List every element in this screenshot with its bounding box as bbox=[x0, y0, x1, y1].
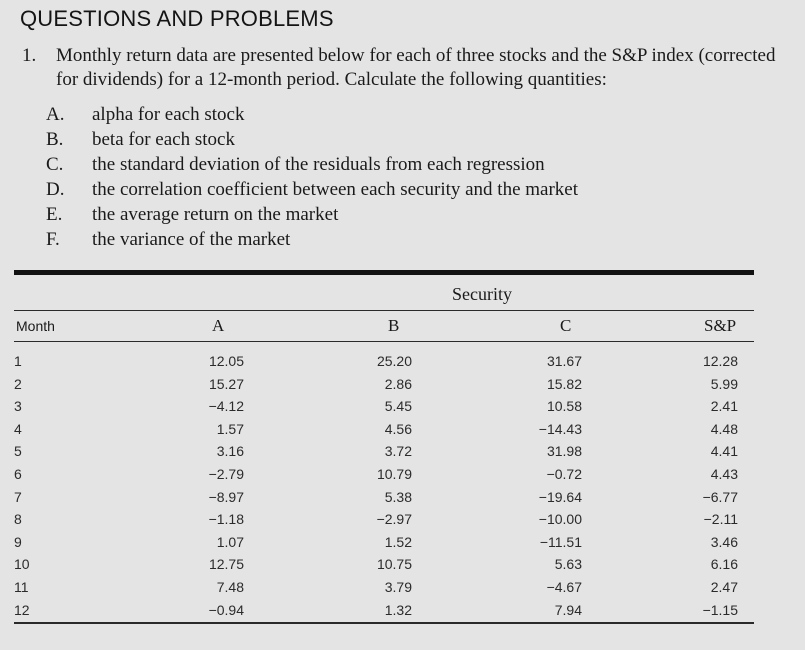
cell-sp: 4.48 bbox=[710, 421, 738, 437]
cell-c: −4.67 bbox=[546, 579, 582, 595]
cell-b: 5.38 bbox=[384, 489, 412, 505]
task-letter: B. bbox=[46, 129, 64, 150]
cell-a: 1.57 bbox=[216, 421, 244, 437]
cell-b: 10.79 bbox=[376, 466, 412, 482]
column-header-c: C bbox=[560, 316, 572, 335]
cell-sp: 2.47 bbox=[710, 579, 738, 595]
cell-a: −1.18 bbox=[208, 511, 244, 527]
task-item bbox=[46, 177, 578, 202]
cell-b: 2.86 bbox=[384, 376, 412, 392]
month-cell: 8 bbox=[14, 511, 22, 527]
month-cell: 10 bbox=[14, 556, 30, 572]
task-letter: A. bbox=[46, 104, 65, 125]
cell-b: 3.72 bbox=[384, 443, 412, 459]
task-item bbox=[46, 202, 578, 227]
table-top-rule bbox=[14, 270, 754, 275]
month-cell: 12 bbox=[14, 602, 30, 618]
cell-a: −4.12 bbox=[208, 398, 244, 414]
month-cell: 1 bbox=[14, 353, 22, 369]
cell-sp: 6.16 bbox=[710, 556, 738, 572]
task-text: beta for each stock bbox=[92, 129, 235, 150]
cell-c: −11.51 bbox=[539, 534, 582, 550]
task-item bbox=[46, 152, 578, 177]
cell-a: 12.75 bbox=[208, 556, 244, 572]
cell-c: 31.98 bbox=[546, 443, 582, 459]
cell-b: 3.79 bbox=[384, 579, 412, 595]
task-text: the correlation coefficient between each security and the market bbox=[92, 179, 579, 200]
task-text: the standard deviation of the residuals from each regression bbox=[92, 154, 545, 175]
cell-a: −8.97 bbox=[208, 489, 244, 505]
cell-a: −0.94 bbox=[208, 602, 244, 618]
month-cell: 7 bbox=[14, 489, 22, 505]
cell-sp: 2.41 bbox=[710, 398, 738, 414]
month-cell: 5 bbox=[14, 443, 22, 459]
month-cell: 4 bbox=[14, 421, 22, 437]
cell-b: 5.45 bbox=[384, 398, 412, 414]
cell-sp: 4.41 bbox=[710, 443, 738, 459]
security-group-header: Security bbox=[452, 284, 512, 304]
month-cell: 3 bbox=[14, 398, 22, 414]
month-cell: 9 bbox=[14, 534, 22, 550]
cell-c: −14.43 bbox=[538, 421, 582, 437]
problem-number: 1. bbox=[22, 45, 37, 66]
column-header-sp: S&P bbox=[704, 316, 737, 335]
cell-sp: 4.43 bbox=[710, 466, 738, 482]
cell-sp: −6.77 bbox=[702, 489, 738, 505]
cell-sp: −2.11 bbox=[703, 511, 738, 527]
task-item bbox=[46, 102, 578, 127]
task-text: the variance of the market bbox=[92, 229, 291, 250]
task-list bbox=[46, 102, 578, 252]
cell-a: 7.48 bbox=[216, 579, 244, 595]
cell-c: −19.64 bbox=[538, 489, 582, 505]
table-bottom-rule bbox=[14, 622, 754, 624]
task-text: alpha for each stock bbox=[92, 104, 245, 125]
task-item bbox=[46, 127, 578, 152]
cell-b: −2.97 bbox=[376, 511, 412, 527]
cell-sp: 3.46 bbox=[710, 534, 738, 550]
task-letter: D. bbox=[46, 179, 65, 200]
cell-c: 15.82 bbox=[546, 376, 582, 392]
cell-a: −2.79 bbox=[208, 466, 244, 482]
problem-text: Monthly return data are presented below for each of three stocks and the S&P index (corrected for dividends) for a 12-month period. Calculate the following quantities: bbox=[56, 45, 776, 90]
cell-c: 10.58 bbox=[546, 398, 582, 414]
cell-c: −10.00 bbox=[538, 511, 582, 527]
task-letter: F. bbox=[46, 229, 60, 250]
section-heading: QUESTIONS AND PROBLEMS bbox=[20, 6, 334, 31]
cell-a: 3.16 bbox=[216, 443, 244, 459]
cell-b: 1.32 bbox=[384, 602, 412, 618]
cell-sp: 5.99 bbox=[710, 376, 738, 392]
cell-b: 1.52 bbox=[384, 534, 412, 550]
cell-c: 7.94 bbox=[554, 602, 582, 618]
month-cell: 6 bbox=[14, 466, 22, 482]
cell-b: 4.56 bbox=[384, 421, 412, 437]
cell-sp: 12.28 bbox=[702, 353, 738, 369]
cell-b: 25.20 bbox=[376, 353, 412, 369]
cell-b: 10.75 bbox=[376, 556, 412, 572]
column-header-month: Month bbox=[16, 318, 55, 334]
task-text: the average return on the market bbox=[92, 204, 339, 225]
task-letter: C. bbox=[46, 154, 64, 175]
month-cell: 2 bbox=[14, 376, 22, 392]
cell-c: 5.63 bbox=[554, 556, 582, 572]
cell-c: −0.72 bbox=[546, 466, 582, 482]
month-cell: 11 bbox=[14, 579, 29, 595]
column-header-a: A bbox=[212, 316, 225, 335]
cell-a: 15.27 bbox=[208, 376, 244, 392]
cell-sp: −1.15 bbox=[702, 602, 738, 618]
cell-c: 31.67 bbox=[546, 353, 582, 369]
cell-a: 1.07 bbox=[216, 534, 244, 550]
task-letter: E. bbox=[46, 204, 63, 225]
header-underline bbox=[14, 341, 754, 342]
task-item bbox=[46, 227, 578, 252]
column-header-b: B bbox=[388, 316, 400, 335]
cell-a: 12.05 bbox=[208, 353, 244, 369]
security-underline bbox=[14, 310, 754, 311]
